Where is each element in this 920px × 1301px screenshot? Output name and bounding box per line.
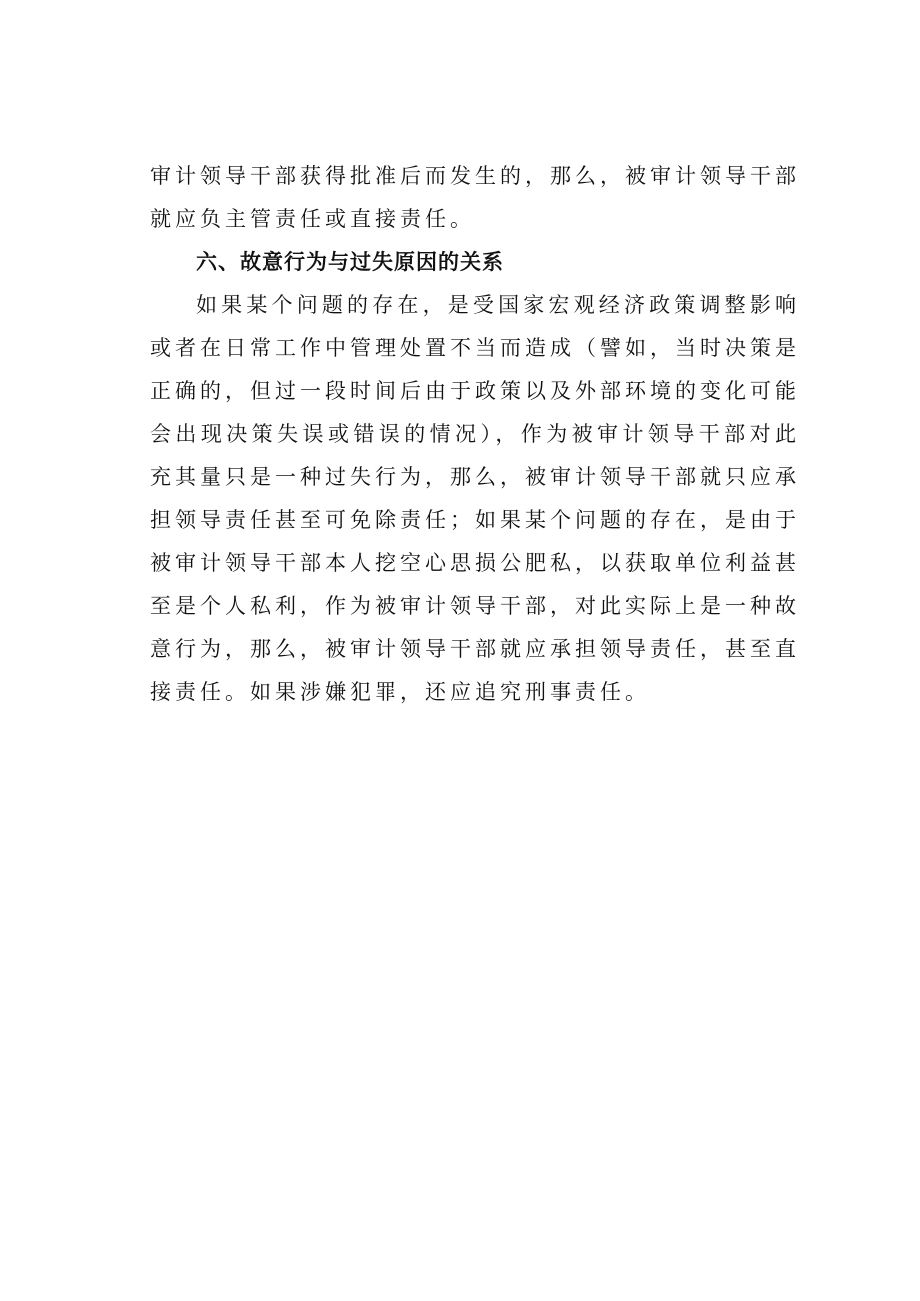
continuation-paragraph: 审计领导干部获得批准后而发生的，那么，被审计领导干部就应负主管责任或直接责任。 (150, 164, 800, 231)
body-paragraph: 如果某个问题的存在，是受国家宏观经济政策调整影响或者在日常工作中管理处置不当而造成（譬如，当时决策是正确的，但过一段时间后由于政策以及外部环境的变化可能会出现决策失误或错误的情况），作为被审计领导干部对此充其量只是一种过失行为，那么，被审计领导干部就只应承担领导责任甚至可免除责任；如果某个问题的存在，是由于被审计领导干部本人挖空心思损公肥私，以获取单位利益甚至是个人私利，作为被审计领导干部，对此实际上是一种故意行为，那么，被审计领导干部就应承担领导责任，甚至直接责任。如果涉嫌犯罪，还应追究刑事责任。 (150, 293, 800, 704)
document-body (150, 155, 800, 714)
section-heading: 六、故意行为与过失原因的关系 (196, 250, 504, 274)
